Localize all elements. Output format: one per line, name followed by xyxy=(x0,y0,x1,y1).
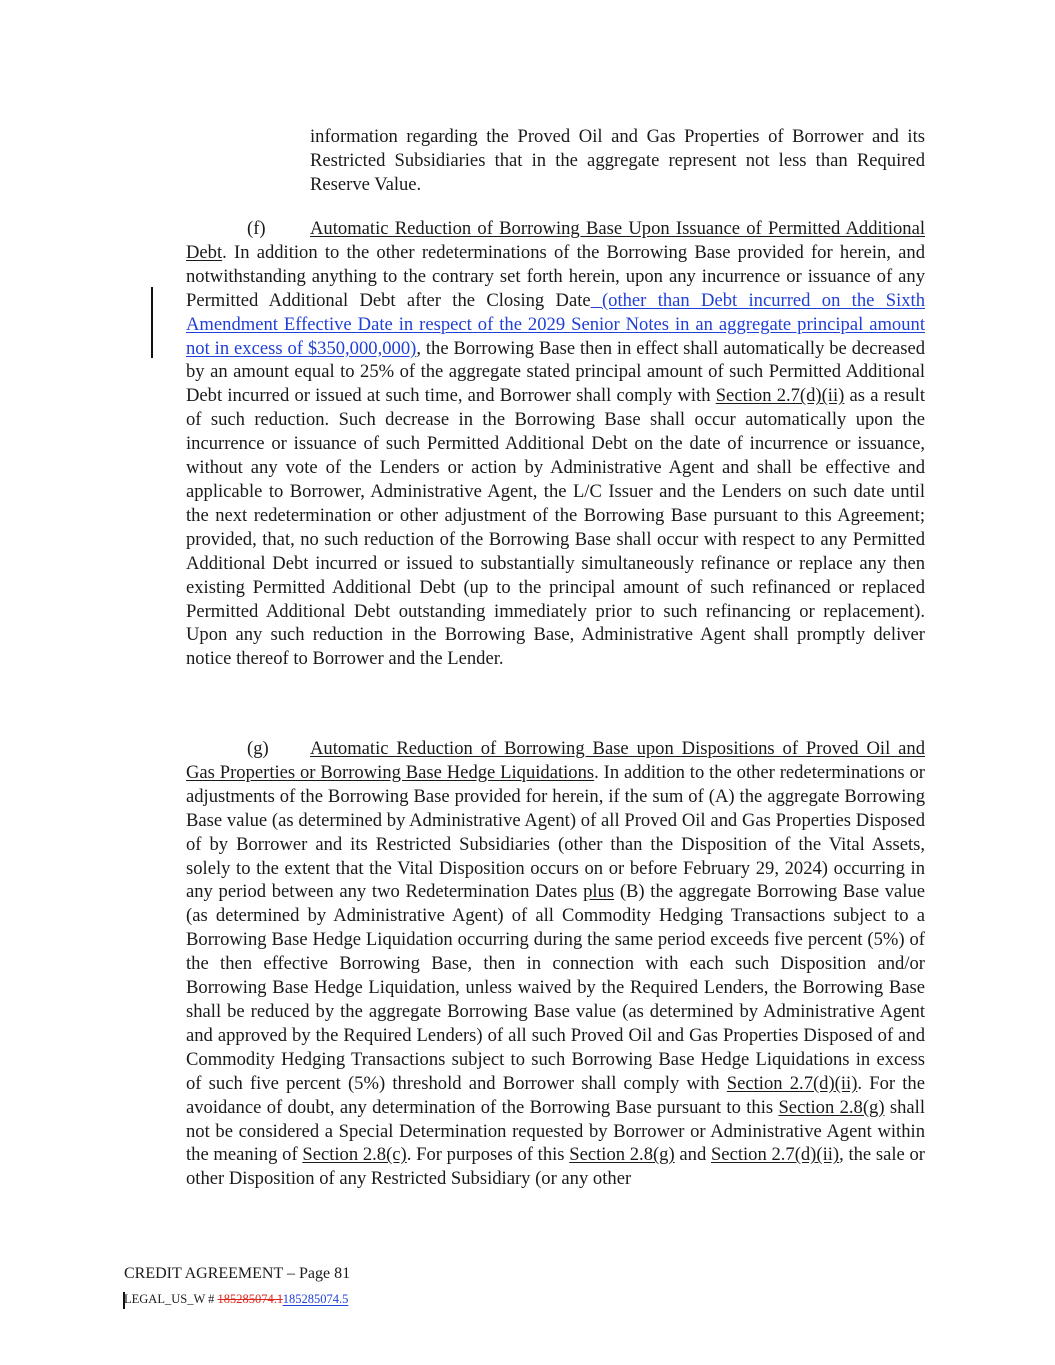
section-g-label: (g) xyxy=(247,738,269,759)
section-ref: Section 2.7(d)(ii) xyxy=(715,385,845,407)
section-ref: Section 2.7(d)(ii) xyxy=(726,1072,858,1094)
section-g-text-5: . For purposes of this xyxy=(406,1144,570,1166)
doc-number-inserted: 185285074.5 xyxy=(282,1292,349,1306)
section-ref: Section 2.7(d)(ii) xyxy=(710,1144,840,1166)
inserted-text: (other than Debt incurred on the Sixth Amendment Effective Date in respect of the 2029 Senior Notes in an aggregate principal amount not in excess of $350,000,000) xyxy=(186,289,925,359)
section-f-paragraph xyxy=(186,217,925,671)
section-g-text-2: (B) the aggregate Borrowing Base value (as determined by Administrative Agent) of all Commodity Hedging Transactions subject to a Borrowing Base Hedge Liquidation occurring during the same period exceeds five percent (5%) of the then effective Borrowing Base, then in connection with each such Disposition and/or Borrowing Base Hedge Liquidation, unless waived by the Required Lenders, the Borrowing Base shall be reduced by the aggregate Borrowing Base value (as determined by Administrative Agent and approved by the Required Lenders) of all such Proved Oil and Gas Properties Disposed of and Commodity Hedging Transactions subject to such Borrowing Base Hedge Liquidations in excess of such five percent (5%) threshold and Borrower shall comply with xyxy=(186,881,925,1094)
doc-number-deleted: 185285074.1 xyxy=(217,1292,283,1306)
section-g-heading-end: . xyxy=(594,761,599,783)
section-g-text-3: . For the avoidance of doubt, any determination of the Borrowing Base pursuant to this xyxy=(186,1072,925,1118)
section-f-text-3: as a result of such reduction. Such decrease in the Borrowing Base shall occur automatically upon the incurrence or issuance of such Permitted Additional Debt on the date of incurrence or issuance, without any vote of the Lenders or action by Administrative Agent and shall be effective and applicable to Borrower, Administrative Agent, the L/C Issuer and the Lenders on such date until the next redetermination or other adjustment of the Borrowing Base pursuant to this Agreement; provided, that, no such reduction of the Borrowing Base shall occur with respect to any Permitted Additional Debt incurred or issued to substantially simultaneously refinance or replace any then existing Permitted Additional Debt (up to the principal amount of such refinanced or replaced Permitted Additional Debt outstanding immediately prior to such refinancing or replacement). Upon any such reduction in the Borrowing Base, Administrative Agent shall promptly deliver notice thereof to Borrower and the Lender. xyxy=(186,385,925,670)
doc-prefix: LEGAL_US_W # xyxy=(124,1292,218,1306)
section-g-text-1: In addition to the other redeterminations or adjustments of the Borrowing Base provided for herein, if the sum of (A) the aggregate Borrowing Base value (as determined by Administrative Agent) of all Proved Oil and Gas Properties Disposed of by Borrower and its Restricted Subsidiaries (other than the Disposition of the Vital Assets, solely to the extent that the Vital Disposition occurs on or before February 29, 2024) occurring in any period between any two Redetermination Dates xyxy=(186,761,925,903)
plus-term: plus xyxy=(583,881,615,903)
footer-document-id xyxy=(124,1292,348,1307)
section-f-text-2: , the Borrowing Base then in effect shall automatically be decreased by an amount equal to 25% of the aggregate stated principal amount of such Permitted Additional Debt incurred or issued at such time, and Borrower shall comply with xyxy=(186,337,925,407)
section-e-continuation: information regarding the Proved Oil and Gas Properties of Borrower and its Restricted Subsidiaries that in the aggregate represent not less than Required Reserve Value. xyxy=(310,126,925,195)
footer-page-title: CREDIT AGREEMENT – Page 81 xyxy=(124,1265,351,1282)
section-f-heading: Automatic Reduction of Borrowing Base Upon Issuance of Permitted Additional Debt xyxy=(186,218,925,263)
section-ref: Section 2.8(g) xyxy=(778,1096,885,1118)
section-f-text-1: In addition to the other redeterminations of the Borrowing Base provided for herein, and notwithstanding anything to the contrary set forth herein, upon any incurrence or issuance of any Permitted Additional Debt after the Closing Date xyxy=(186,241,925,311)
section-f-label: (f) xyxy=(247,218,266,239)
section-ref: Section 2.8(c) xyxy=(302,1144,407,1166)
section-g-paragraph xyxy=(186,737,925,1191)
change-bar xyxy=(151,287,153,358)
section-g-text-6: and xyxy=(674,1144,711,1166)
section-f-heading-end: . xyxy=(222,241,227,263)
section-ref: Section 2.8(g) xyxy=(569,1144,675,1166)
section-g-heading: Automatic Reduction of Borrowing Base upon Dispositions of Proved Oil and Gas Properties or Borrowing Base Hedge Liquidations xyxy=(186,738,925,783)
section-g-text-7: , the sale or other Disposition of any Restricted Subsidiary (or any other xyxy=(186,1144,925,1190)
section-g-text-4: shall not be considered a Special Determination requested by Borrower or Administrative Agent within the meaning of xyxy=(186,1096,925,1166)
inserted-space xyxy=(591,290,602,311)
